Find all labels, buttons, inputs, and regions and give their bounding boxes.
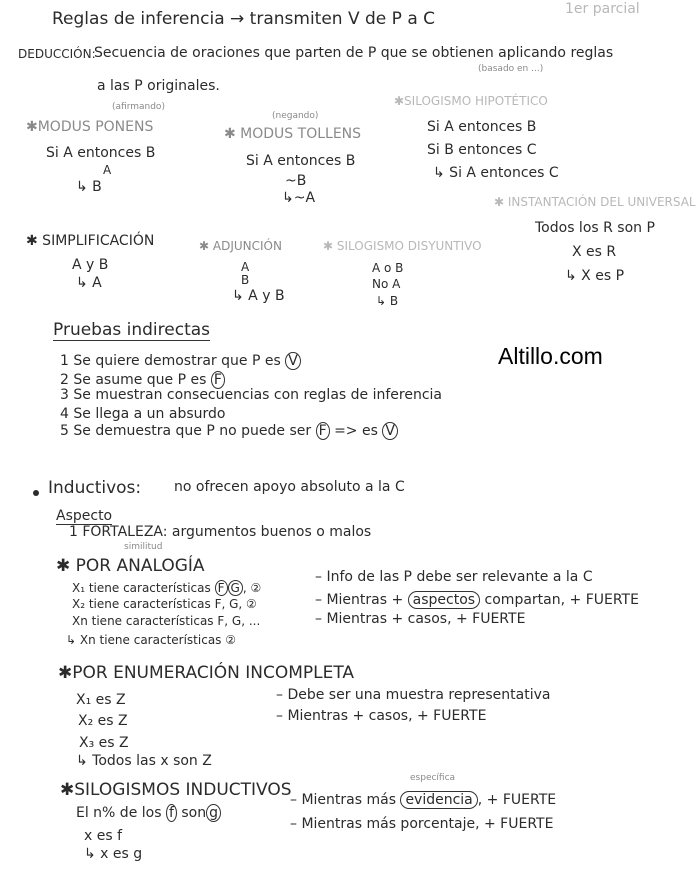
analogia-note-2 [315, 593, 639, 607]
pruebas-item-mark: F [211, 371, 225, 389]
enumeracion-line: X₂ es Z [78, 713, 128, 729]
pruebas-item-text: Se quiere demostrar que P es [73, 353, 281, 369]
modus-tollens-line: Si A entonces B [246, 153, 356, 169]
inductivos-desc: no ofrecen apoyo absoluto a la C [174, 479, 405, 495]
simplificacion-title: ✱ SIMPLIFICACIÓN [26, 233, 155, 249]
instanciacion-line: X es R [572, 244, 617, 260]
modus-ponens-line: ↳ B [76, 179, 102, 195]
enumeracion-title: ✱POR ENUMERACIÓN INCOMPLETA [58, 663, 355, 683]
silogismos-inductivos-line: x es f [84, 828, 123, 844]
analogia-line [72, 582, 261, 594]
pruebas-title: Pruebas indirectas [53, 320, 211, 340]
pruebas-item-number: 3 [60, 387, 69, 403]
modus-tollens-line: ↳~A [282, 190, 316, 206]
modus-ponens-line: A [103, 163, 112, 177]
modus-ponens-line: Si A entonces B [46, 145, 156, 161]
adjuncion-line: A [241, 260, 250, 274]
modus-tollens-title: ✱ MODUS TOLLENS [224, 126, 362, 142]
analogia-note-1: – Info de las P debe ser relevante a la C [315, 569, 593, 585]
enumeracion-note: – Mientras + casos, + FUERTE [276, 708, 487, 724]
bullet-icon [33, 490, 39, 496]
adjuncion-line: B [241, 273, 250, 287]
adjuncion-title: ✱ ADJUNCIÓN [199, 239, 282, 253]
silogismos-inductivos-line: ↳ x es g [84, 846, 143, 862]
fortaleza-line: 1 FORTALEZA: argumentos buenos o malos [69, 524, 372, 540]
pruebas-item [60, 388, 442, 402]
deduccion-note: (basado en ...) [478, 64, 544, 74]
silogismos-inductivos-note-1-text: – Mientras más [290, 792, 396, 808]
enumeracion-line: X₃ es Z [79, 735, 129, 751]
pruebas-item-text: Se demuestra que P no puede ser [73, 423, 312, 439]
watermark: Altillo.com [498, 343, 603, 369]
pruebas-item-text: Se muestran consecuencias con reglas de inferencia [73, 387, 443, 403]
adjuncion-line: ↳ A y B [232, 288, 285, 304]
enumeracion-note: – Debe ser una muestra representativa [276, 687, 551, 703]
silogismo-disyuntivo-line: A o B [372, 261, 404, 275]
aspecto-label: Aspecto [56, 508, 113, 524]
silogismos-inductivos-mark: f [166, 804, 177, 822]
silogismos-inductivos-text: El n% de los [76, 805, 162, 821]
instanciacion-line: Todos los R son P [535, 220, 655, 236]
silogismos-inductivos-note-1-tail: , + FUERTE [477, 792, 557, 808]
page-corner-note: 1er parcial [565, 1, 640, 17]
silogismo-disyuntivo-line: ↳ B [376, 294, 399, 308]
silogismo-disyuntivo-line: No A [372, 277, 401, 291]
analogia-title: ✱ POR ANALOGÍA [56, 556, 205, 576]
instanciacion-title: ✱ INSTANTACIÓN DEL UNIVERSAL [494, 195, 696, 209]
analogia-note-2-circled: aspectos [408, 591, 480, 609]
inductivos-title: Inductivos: [48, 478, 142, 498]
deduccion-line2: a las P originales. [97, 78, 220, 94]
simplificacion-line: A y B [72, 257, 109, 273]
pruebas-item-number: 2 [60, 372, 69, 388]
analogia-note-2-tail: compartan, + FUERTE [484, 592, 639, 608]
analogia-mark: F [215, 580, 228, 596]
silogismos-inductivos-note-1-circled: evidencia [400, 791, 477, 809]
analogia-line: ↳ Xn tiene características ② [66, 633, 236, 647]
pruebas-item [60, 354, 301, 368]
pruebas-item-number: 1 [60, 353, 69, 369]
deduccion-line1: Secuencia de oraciones que parten de P que se obtienen aplicando reglas [94, 45, 614, 61]
silogismos-inductivos-line [76, 806, 221, 820]
analogia-note: similitud [124, 542, 163, 552]
simplificacion-line: ↳ A [76, 275, 102, 291]
analogia-note-3: – Mientras + casos, + FUERTE [315, 611, 526, 627]
silogismos-inductivos-mark: g [206, 804, 221, 822]
deduccion-label: DEDUCCIÓN: [18, 47, 96, 61]
silogismos-inductivos-text: son [181, 805, 207, 821]
pruebas-item [60, 407, 225, 421]
pruebas-item [60, 373, 225, 387]
silogismo-disyuntivo-title: ✱ SILOGISMO DISYUNTIVO [323, 239, 482, 253]
analogia-line: X₂ tiene características F, G, ② [72, 597, 257, 611]
silogismo-hipotetico-line: ↳ Si A entonces C [433, 165, 559, 181]
pruebas-item [60, 424, 398, 438]
page-title: Reglas de inferencia → transmiten V de P a C [52, 9, 436, 29]
pruebas-item-number: 4 [60, 406, 69, 422]
pruebas-item-mark: V [285, 352, 301, 370]
pruebas-item-tail: => es [334, 423, 378, 439]
enumeracion-line: ↳ Todos las x son Z [76, 753, 212, 769]
modus-tollens-line: ~B [285, 173, 307, 189]
modus-ponens-note: (afirmando) [112, 102, 165, 112]
instanciacion-line: ↳ X es P [565, 268, 625, 284]
analogia-line-text: X₁ tiene características [72, 581, 211, 595]
silogismos-inductivos-note-2: – Mientras más porcentaje, + FUERTE [290, 816, 554, 832]
silogismos-inductivos-title: ✱SILOGISMOS INDUCTIVOS [60, 780, 292, 800]
analogia-line: Xn tiene características F, G, ... [72, 614, 261, 628]
analogia-mark: G [228, 580, 243, 596]
pruebas-item-text: Se asume que P es [73, 372, 207, 388]
pruebas-item-text: Se llega a un absurdo [73, 406, 226, 422]
silogismos-inductivos-note-1 [290, 793, 556, 807]
modus-tollens-note: (negando) [272, 111, 319, 121]
pruebas-item-mark: F [316, 422, 330, 440]
analogia-line-tail: , ② [242, 581, 262, 595]
silogismos-inductivos-note-above: específica [410, 773, 456, 783]
enumeracion-line: X₁ es Z [76, 692, 126, 708]
modus-ponens-title: ✱MODUS PONENS [26, 119, 154, 135]
pruebas-item-mark: V [382, 422, 398, 440]
silogismo-hipotetico-title: ✱SILOGISMO HIPOTÉTICO [394, 94, 548, 108]
silogismo-hipotetico-line: Si B entonces C [427, 142, 537, 158]
silogismo-hipotetico-line: Si A entonces B [427, 119, 537, 135]
analogia-note-2-text: – Mientras + [315, 592, 404, 608]
pruebas-item-number: 5 [60, 423, 69, 439]
